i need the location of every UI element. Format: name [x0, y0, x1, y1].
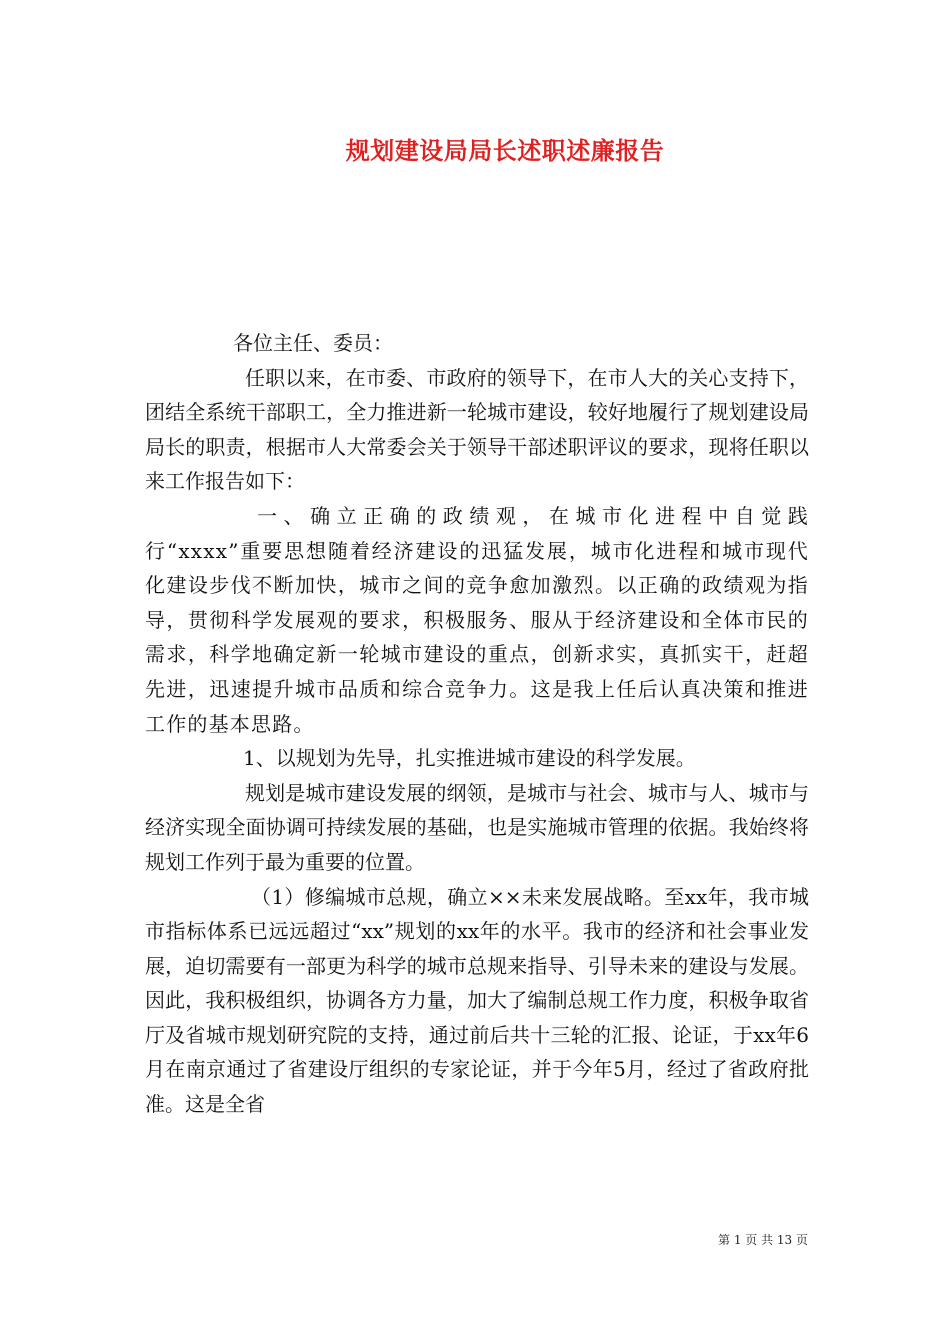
- page-number-footer: 第 1 页 共 13 页: [718, 1233, 808, 1247]
- document-body: [145, 326, 809, 1122]
- intro-paragraph: 任职以来，在市委、市政府的领导下，在市人大的关心支持下，团结全系统干部职工，全力推进新一轮城市建设，较好地履行了规划建设局局长的职责，根据市人大常委会关于领导干部述职评议的要求，现将任职以来工作报告如下：: [145, 365, 809, 494]
- subsection-heading: 1、以规划为先导，扎实推进城市建设的科学发展。: [243, 746, 696, 771]
- document-title: 规划建设局局长述职述廉报告: [345, 136, 665, 165]
- section-one-paragraph: 一、确立正确的政绩观，在城市化进程中自觉践行“xxxx”重要思想随着经济建设的迅猛发展，城市化进程和城市现代化建设步伐不断加快，城市之间的竞争愈加激烈。以正确的政绩观为指导，贯彻科学发展观的要求，积极服务、服从于经济建设和全体市民的需求，科学地确定新一轮城市建设的重点，创新求实，真抓实干，赶超先进，迅速提升城市品质和综合竞争力。这是我上任后认真决策和推进工作的基本思路。: [145, 503, 809, 736]
- master-plan-paragraph: （1）修编城市总规，确立××未来发展战略。至xx年，我市城市指标体系已远远超过“xx”规划的xx年的水平。我市的经济和社会事业发展，迫切需要有一部更为科学的城市总规来指导、引导未来的建设与发展。因此，我积极组织，协调各方力量，加大了编制总规工作力度，积极争取省厅及省城市规划研究院的支持，通过前后共十三轮的汇报、论证，于xx年6月在南京通过了省建设厅组织的专家论证，并于今年5月，经过了省政府批准。这是全省: [145, 884, 809, 1117]
- planning-paragraph: 规划是城市建设发展的纲领，是城市与社会、城市与人、城市与经济实现全面协调可持续发展的基础，也是实施城市管理的依据。我始终将规划工作列于最为重要的位置。: [145, 780, 809, 874]
- salutation-paragraph: 各位主任、委员：: [233, 331, 393, 355]
